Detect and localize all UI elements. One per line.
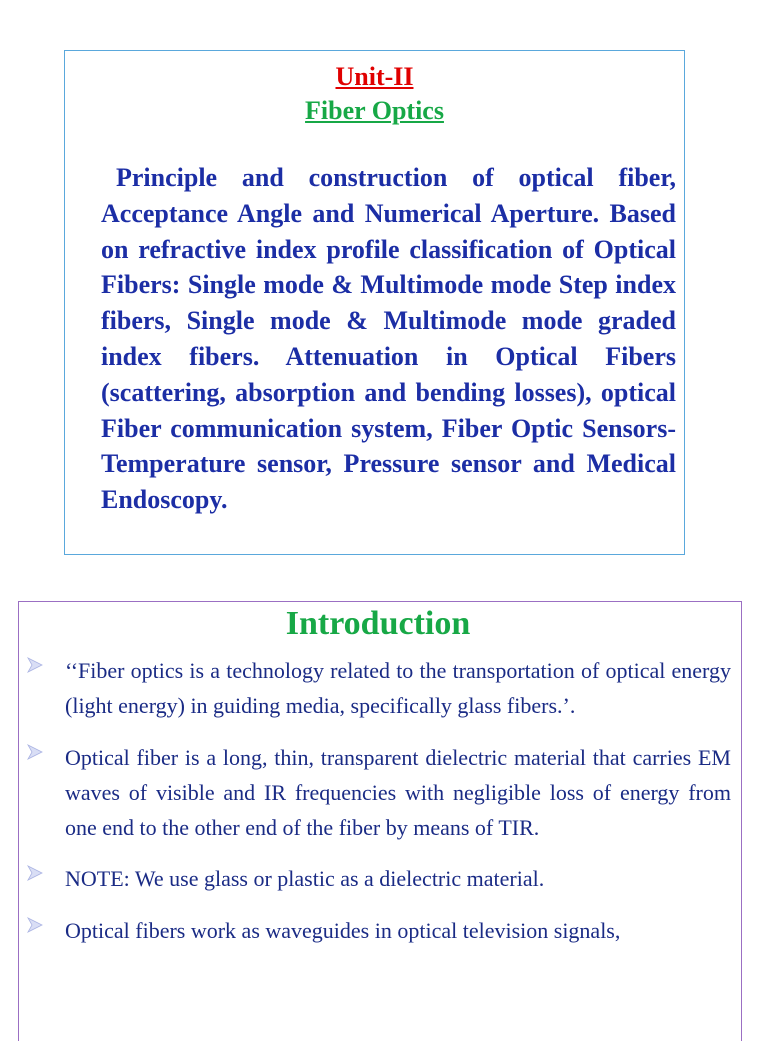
- syllabus-box: [64, 50, 685, 555]
- introduction-heading: Introduction: [285, 605, 471, 642]
- list-item: [19, 740, 741, 846]
- introduction-section: [18, 601, 742, 1041]
- list-item: [19, 861, 741, 896]
- list-item: [19, 653, 741, 724]
- unit-title: Unit-II: [335, 62, 414, 91]
- bullet-text: NOTE: We use glass or plastic as a dielectric material.: [65, 866, 545, 892]
- arrowhead-bullet-icon: [27, 744, 43, 760]
- introduction-bullet-list: [19, 653, 741, 948]
- syllabus-topics: Principle and construction of optical fiber, Acceptance Angle and Numerical Aperture. Based on refractive index profile classification of Optical Fibers: Single mode & Multimode mode Step index fibers, Single mode & Multimode mode graded index fibers. Attenuation in Optical Fibers (scattering, absorption and bending losses), optical Fiber communication system, Fiber Optic Sensors-Temperature sensor, Pressure sensor and Medical Endoscopy.: [101, 163, 676, 515]
- bullet-text: Optical fibers work as waveguides in optical television signals,: [65, 917, 621, 943]
- subject-title: Fiber Optics: [305, 96, 444, 125]
- arrowhead-bullet-icon: [27, 657, 43, 673]
- bullet-text: Optical fiber is a long, thin, transparent dielectric material that carries EM waves of visible and IR frequencies with negligible loss of energy from one end to the other end of the fiber by means of TIR.: [65, 744, 731, 841]
- arrowhead-bullet-icon: [27, 865, 43, 881]
- list-item: [19, 913, 741, 948]
- arrowhead-bullet-icon: [27, 917, 43, 933]
- bullet-text: ‘‘Fiber optics is a technology related to the transportation of optical energy (light energy) in guiding media, specifically glass fibers.’.: [65, 658, 731, 719]
